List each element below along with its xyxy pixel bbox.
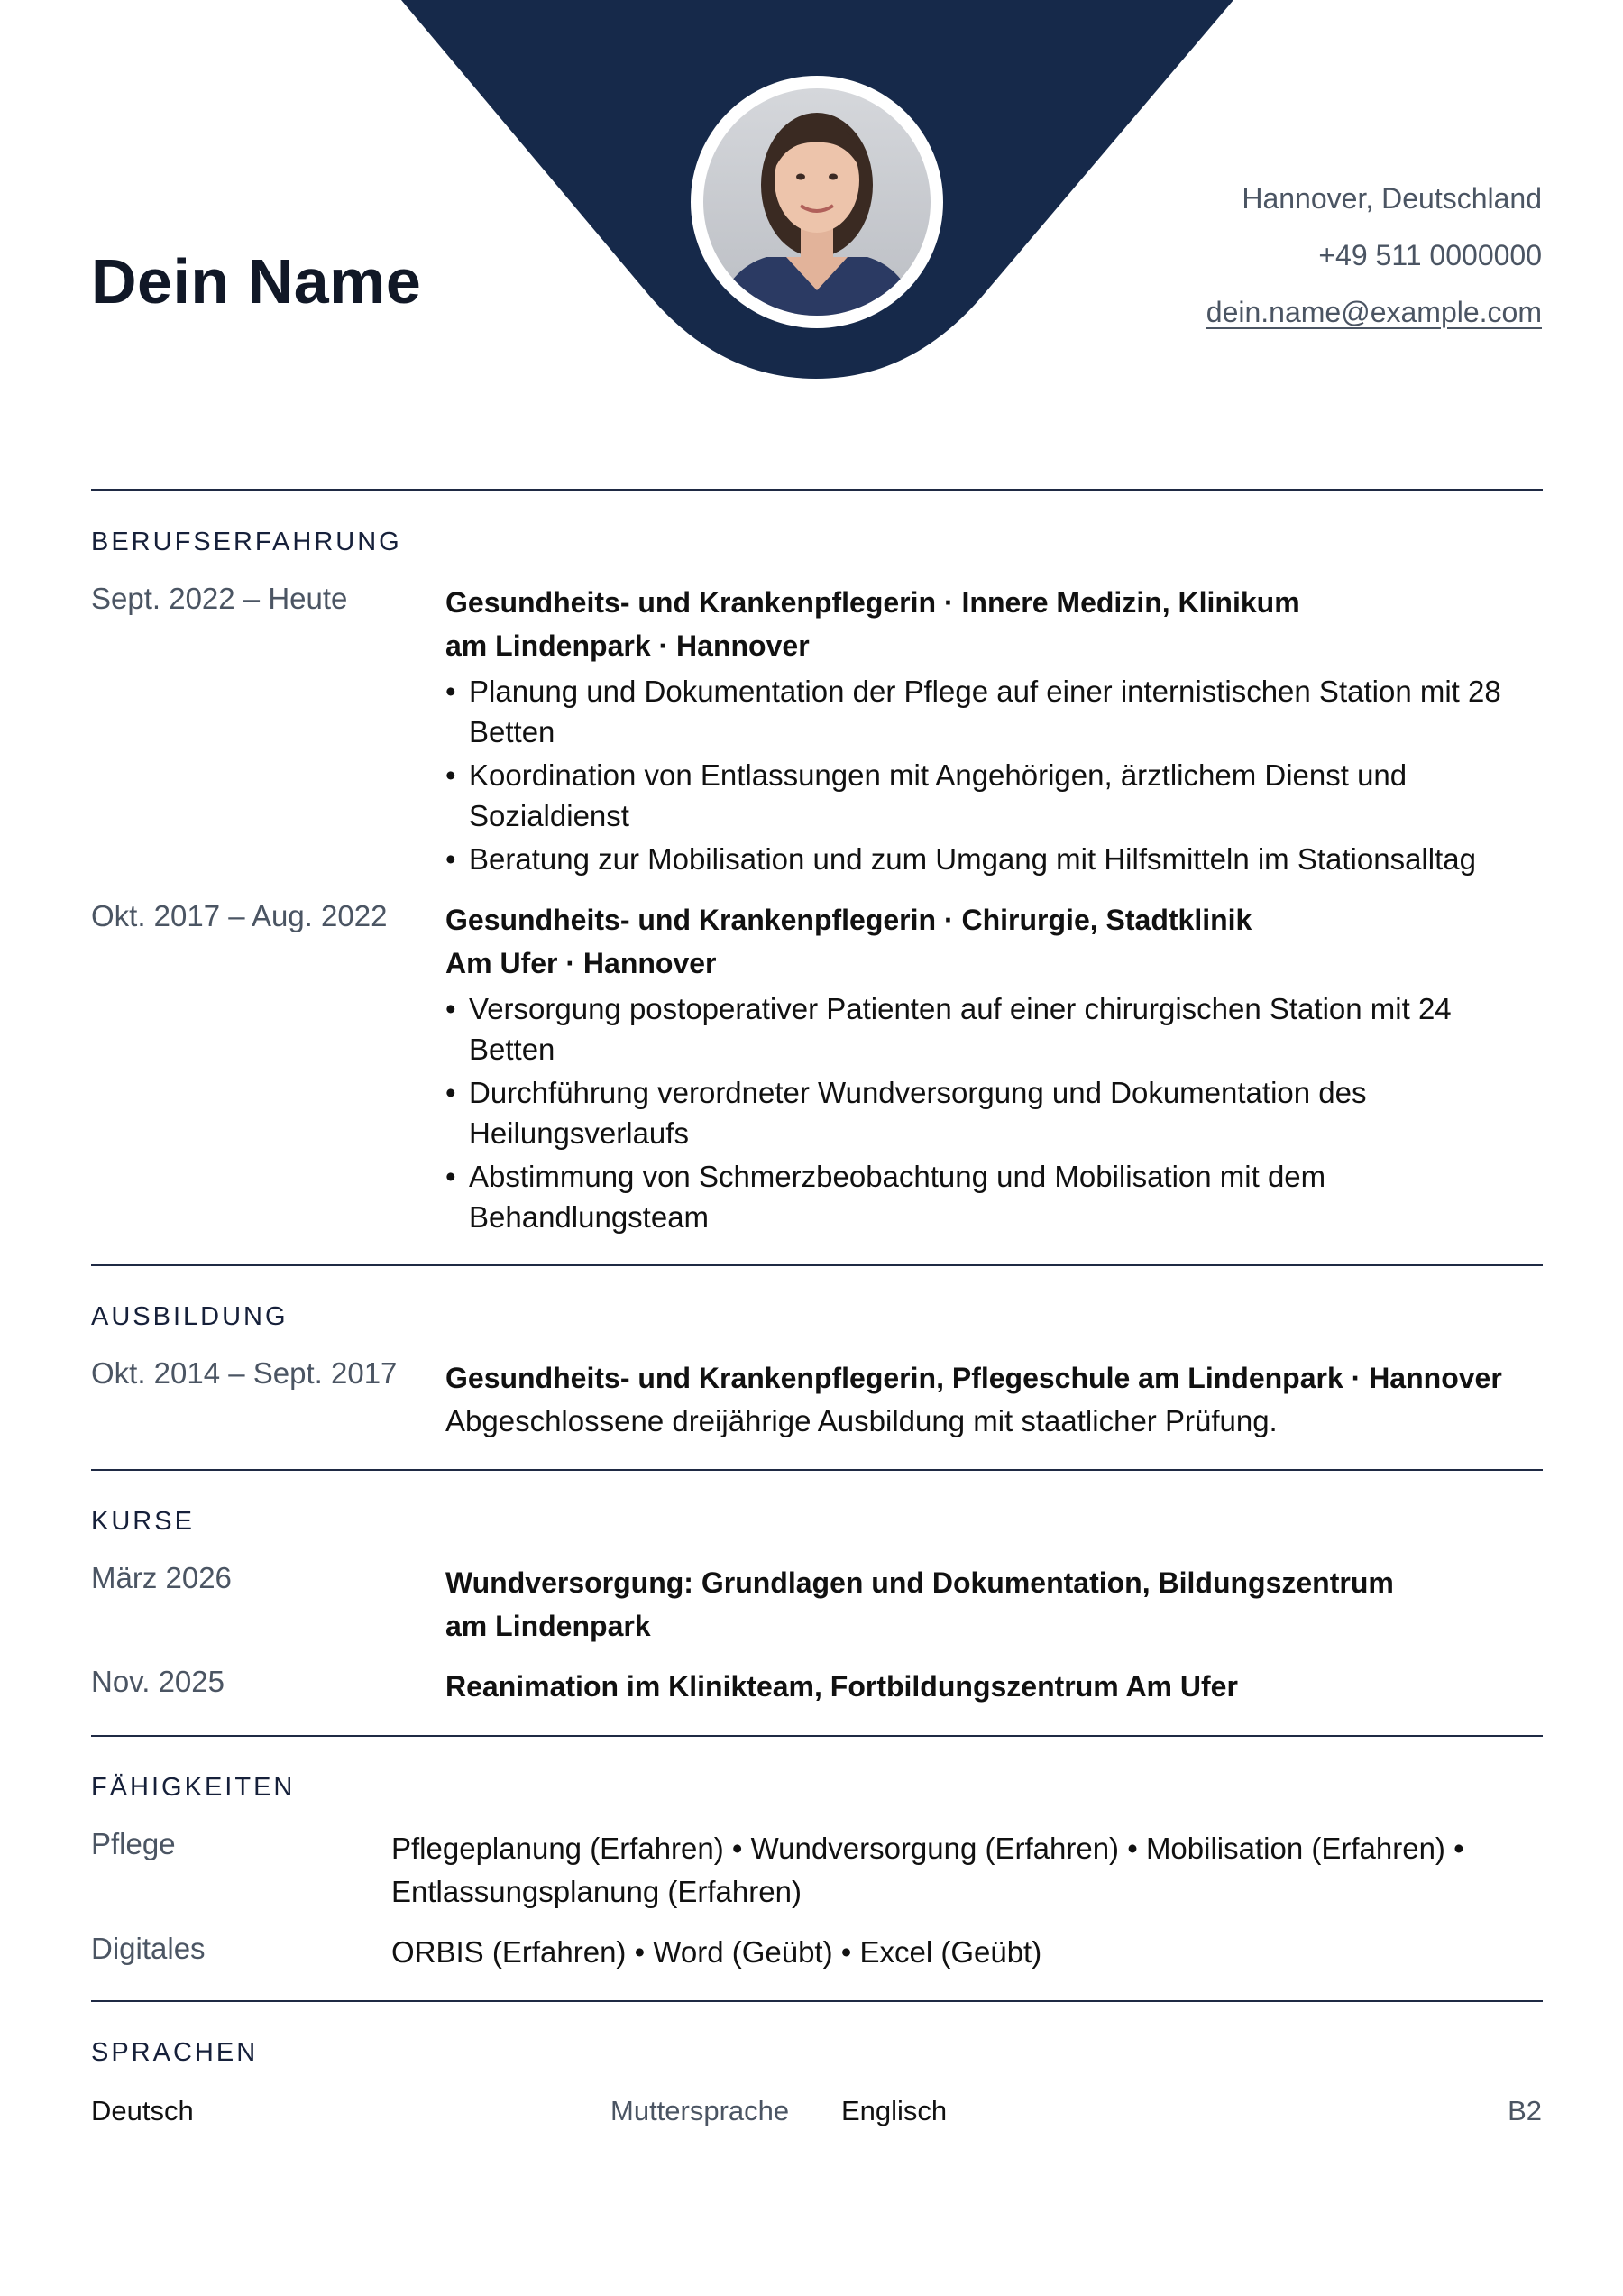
candidate-name: Dein Name (91, 246, 422, 317)
skill-category-values: ORBIS (Erfahren) • Word (Geübt) • Excel (Geübt) (391, 1935, 1042, 1969)
skill-category-values: Pflegeplanung (Erfahren) • Wundversorgung (Erfahren) • Mobilisation (Erfahren) • Entlassungsplanung (Erfahren) (391, 1832, 1464, 1908)
section-divider (91, 2000, 1543, 2002)
course-entry (445, 1665, 1545, 1708)
section-divider (91, 1264, 1543, 1266)
experience-bullet: • Beratung zur Mobilisation und zum Umgang mit Hilfsmitteln im Stationsalltag (445, 839, 1569, 879)
language-name: Englisch (841, 2095, 948, 2126)
experience-bullet: • Durchführung verordneter Wundversorgung und Dokumentation des Heilungsverlaufs (445, 1072, 1407, 1153)
course-title-line: am Lindenpark (445, 1610, 651, 1642)
section-title-experience: BERUFSERFAHRUNG (91, 528, 402, 556)
experience-entry (445, 898, 1545, 1240)
contact-phone: +49 511 0000000 (1318, 239, 1542, 271)
course-title-line: Wundversorgung: Grundlagen und Dokumentation, Bildungszentrum (445, 1566, 1394, 1599)
contact-email-link[interactable]: dein.name@example.com (1206, 296, 1542, 328)
experience-bullet: • Versorgung postoperativer Patienten auf einer chirurgischen Station mit 24 Betten (445, 988, 1497, 1070)
education-date: Okt. 2014 – Sept. 2017 (91, 1356, 398, 1390)
section-title-skills: FÄHIGKEITEN (91, 1773, 296, 1802)
education-entry (445, 1356, 1554, 1443)
section-title-languages: SPRACHEN (91, 2038, 259, 2067)
education-description: Abgeschlossene dreijährige Ausbildung mit staatlicher Prüfung. (445, 1404, 1278, 1437)
experience-date: Sept. 2022 – Heute (91, 582, 348, 615)
course-date: Nov. 2025 (91, 1665, 225, 1698)
experience-entry (445, 581, 1545, 882)
course-date: März 2026 (91, 1561, 232, 1594)
language-level: B2 (1508, 2095, 1542, 2126)
experience-title-line: am Lindenpark · Hannover (445, 629, 810, 662)
course-title-line: Reanimation im Klinikteam, Fortbildungszentrum Am Ufer (445, 1670, 1238, 1703)
skill-category-label: Pflege (91, 1827, 176, 1860)
experience-title-line: Gesundheits- und Krankenpflegerin · Innere Medizin, Klinikum (445, 586, 1300, 619)
section-divider (91, 489, 1543, 491)
section-title-education: AUSBILDUNG (91, 1302, 289, 1331)
education-title: Gesundheits- und Krankenpflegerin, Pflegeschule am Lindenpark · Hannover (445, 1362, 1502, 1394)
experience-bullet: • Koordination von Entlassungen mit Angehörigen, ärztlichem Dienst und Sozialdienst (445, 755, 1425, 836)
experience-bullet: • Planung und Dokumentation der Pflege auf einer internistischen Station mit 28 Betten (445, 671, 1533, 752)
experience-bullet: • Abstimmung von Schmerzbeobachtung und Mobilisation mit dem Behandlungsteam (445, 1156, 1371, 1237)
course-entry (445, 1561, 1545, 1648)
language-name: Deutsch (91, 2095, 194, 2126)
section-divider (91, 1735, 1543, 1737)
language-level: Muttersprache (610, 2095, 790, 2126)
section-title-courses: KURSE (91, 1507, 195, 1536)
experience-title-line: Gesundheits- und Krankenpflegerin · Chirurgie, Stadtklinik (445, 904, 1252, 936)
section-divider (91, 1469, 1543, 1471)
skill-category-label: Digitales (91, 1932, 206, 1965)
experience-title-line: Am Ufer · Hannover (445, 947, 717, 979)
experience-date: Okt. 2017 – Aug. 2022 (91, 899, 388, 932)
contact-location: Hannover, Deutschland (1242, 182, 1542, 215)
